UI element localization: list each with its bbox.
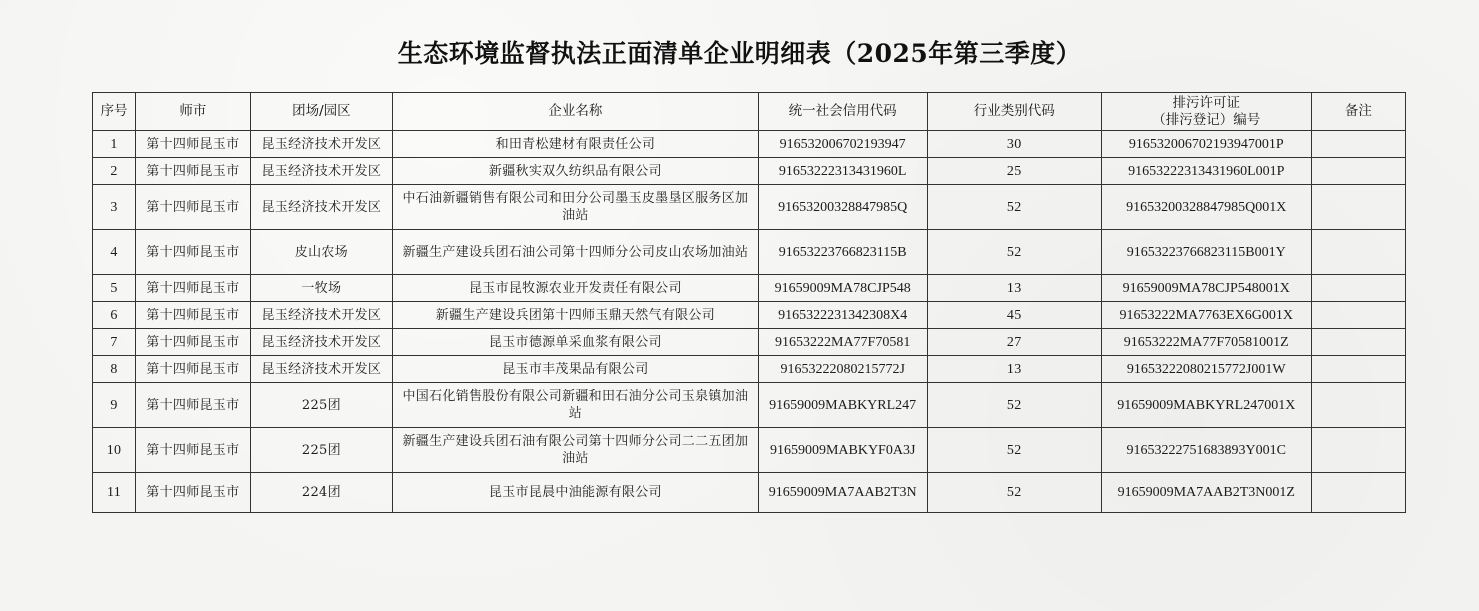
cell-division: 第十四师昆玉市	[136, 356, 251, 383]
cell-note	[1311, 158, 1405, 185]
cell-note	[1311, 383, 1405, 428]
cell-note	[1311, 275, 1405, 302]
cell-division: 第十四师昆玉市	[136, 185, 251, 230]
table-row	[93, 428, 1406, 473]
cell-industry: 52	[927, 230, 1101, 275]
cell-region: 皮山农场	[250, 230, 392, 275]
cell-seq: 10	[93, 428, 136, 473]
cell-permit: 91653222313431960L001P	[1101, 158, 1311, 185]
cell-region: 昆玉经济技术开发区	[250, 356, 392, 383]
cell-industry: 52	[927, 185, 1101, 230]
cell-division: 第十四师昆玉市	[136, 302, 251, 329]
cell-permit: 91653222MA7763EX6G001X	[1101, 302, 1311, 329]
cell-seq: 5	[93, 275, 136, 302]
header-division: 师市	[136, 93, 251, 131]
cell-division: 第十四师昆玉市	[136, 158, 251, 185]
cell-note	[1311, 185, 1405, 230]
table-row	[93, 158, 1406, 185]
cell-region: 昆玉经济技术开发区	[250, 329, 392, 356]
header-uscc: 统一社会信用代码	[758, 93, 927, 131]
cell-seq: 2	[93, 158, 136, 185]
cell-note	[1311, 302, 1405, 329]
cell-region: 一牧场	[250, 275, 392, 302]
cell-region: 昆玉经济技术开发区	[250, 185, 392, 230]
cell-region: 225团	[250, 383, 392, 428]
cell-permit: 91653222080215772J001W	[1101, 356, 1311, 383]
cell-region: 224团	[250, 473, 392, 513]
cell-division: 第十四师昆玉市	[136, 383, 251, 428]
header-note: 备注	[1311, 93, 1405, 131]
cell-uscc: 91653222MA77F70581	[758, 329, 927, 356]
cell-uscc: 91659009MA7AAB2T3N	[758, 473, 927, 513]
cell-company: 新疆生产建设兵团石油公司第十四师分公司皮山农场加油站	[393, 230, 759, 275]
cell-permit: 91653223766823115B001Y	[1101, 230, 1311, 275]
cell-permit: 916532006702193947001P	[1101, 131, 1311, 158]
cell-uscc: 916532006702193947	[758, 131, 927, 158]
cell-company: 和田青松建材有限责任公司	[393, 131, 759, 158]
cell-division: 第十四师昆玉市	[136, 275, 251, 302]
cell-industry: 27	[927, 329, 1101, 356]
cell-company: 昆玉市昆晨中油能源有限公司	[393, 473, 759, 513]
cell-uscc: 91653222313431960L	[758, 158, 927, 185]
cell-division: 第十四师昆玉市	[136, 428, 251, 473]
cell-uscc: 91653223766823115B	[758, 230, 927, 275]
header-region: 团场/园区	[250, 93, 392, 131]
cell-company: 昆玉市德源单采血浆有限公司	[393, 329, 759, 356]
cell-seq: 7	[93, 329, 136, 356]
cell-industry: 45	[927, 302, 1101, 329]
cell-seq: 8	[93, 356, 136, 383]
cell-permit: 91653200328847985Q001X	[1101, 185, 1311, 230]
cell-note	[1311, 329, 1405, 356]
table-row	[93, 473, 1406, 513]
header-permit-line2: （排污登记）编号	[1152, 111, 1261, 128]
cell-note	[1311, 473, 1405, 513]
cell-company: 昆玉市昆牧源农业开发责任有限公司	[393, 275, 759, 302]
cell-uscc: 91659009MABKYF0A3J	[758, 428, 927, 473]
cell-region: 昆玉经济技术开发区	[250, 158, 392, 185]
cell-company: 新疆秋实双久纺织品有限公司	[393, 158, 759, 185]
cell-seq: 9	[93, 383, 136, 428]
enterprise-table	[92, 92, 1406, 513]
cell-company: 昆玉市丰茂果品有限公司	[393, 356, 759, 383]
cell-permit: 91659009MABKYRL247001X	[1101, 383, 1311, 428]
document-title: 生态环境监督执法正面清单企业明细表（2025年第三季度）	[397, 39, 1082, 68]
cell-region: 225团	[250, 428, 392, 473]
cell-industry: 25	[927, 158, 1101, 185]
cell-permit: 91653222MA77F70581001Z	[1101, 329, 1311, 356]
cell-note	[1311, 131, 1405, 158]
table-row	[93, 302, 1406, 329]
table-row	[93, 230, 1406, 275]
cell-note	[1311, 428, 1405, 473]
cell-seq: 1	[93, 131, 136, 158]
table-row	[93, 383, 1406, 428]
cell-company: 新疆生产建设兵团石油有限公司第十四师分公司二二五团加油站	[393, 428, 759, 473]
table-row	[93, 275, 1406, 302]
header-permit-line1: 排污许可证	[1172, 94, 1240, 111]
cell-industry: 52	[927, 473, 1101, 513]
cell-permit: 91659009MA78CJP548001X	[1101, 275, 1311, 302]
table-row	[93, 356, 1406, 383]
header-permit	[1101, 93, 1311, 131]
cell-division: 第十四师昆玉市	[136, 131, 251, 158]
cell-division: 第十四师昆玉市	[136, 329, 251, 356]
cell-seq: 6	[93, 302, 136, 329]
cell-industry: 13	[927, 356, 1101, 383]
cell-uscc: 91653222080215772J	[758, 356, 927, 383]
cell-company: 中国石化销售股份有限公司新疆和田石油分公司玉泉镇加油站	[393, 383, 759, 428]
cell-region: 昆玉经济技术开发区	[250, 302, 392, 329]
cell-seq: 3	[93, 185, 136, 230]
cell-uscc: 9165322231342308X4	[758, 302, 927, 329]
enterprise-table-container	[92, 92, 1406, 513]
cell-seq: 4	[93, 230, 136, 275]
cell-company: 中石油新疆销售有限公司和田分公司墨玉皮墨垦区服务区加油站	[393, 185, 759, 230]
cell-industry: 52	[927, 428, 1101, 473]
table-header-row	[93, 93, 1406, 131]
cell-seq: 11	[93, 473, 136, 513]
table-row	[93, 131, 1406, 158]
table-row	[93, 329, 1406, 356]
cell-division: 第十四师昆玉市	[136, 473, 251, 513]
cell-industry: 30	[927, 131, 1101, 158]
cell-uscc: 91659009MABKYRL247	[758, 383, 927, 428]
cell-uscc: 91653200328847985Q	[758, 185, 927, 230]
table-row	[93, 185, 1406, 230]
header-company: 企业名称	[393, 93, 759, 131]
cell-industry: 13	[927, 275, 1101, 302]
cell-company: 新疆生产建设兵团第十四师玉鼎天然气有限公司	[393, 302, 759, 329]
cell-division: 第十四师昆玉市	[136, 230, 251, 275]
cell-note	[1311, 356, 1405, 383]
header-seq: 序号	[93, 93, 136, 131]
cell-permit: 91659009MA7AAB2T3N001Z	[1101, 473, 1311, 513]
cell-uscc: 91659009MA78CJP548	[758, 275, 927, 302]
cell-industry: 52	[927, 383, 1101, 428]
header-industry: 行业类别代码	[927, 93, 1101, 131]
cell-permit: 91653222751683893Y001C	[1101, 428, 1311, 473]
cell-region: 昆玉经济技术开发区	[250, 131, 392, 158]
cell-note	[1311, 230, 1405, 275]
